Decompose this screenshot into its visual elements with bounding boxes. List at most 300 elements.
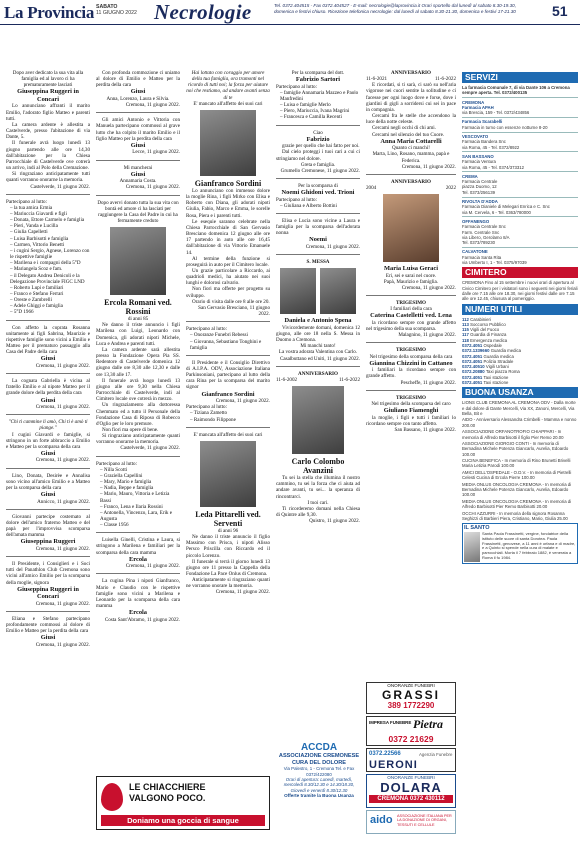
divider [462, 97, 578, 98]
divider [6, 414, 90, 415]
aido-text: ASSOCIAZIONE ITALIANA PER LA DONAZIONE DI ORGANI, TESSUTI E CELLULE [397, 814, 452, 827]
deceased-name: Giusi [40, 449, 56, 457]
obit-place-date: Cremona, 11 giugno 2022. [215, 398, 270, 405]
obit-place-date: Cremona, 11 giugno 2022. [125, 563, 180, 570]
condolence-entry: – Roberto Lupi e familiari [10, 284, 64, 291]
ad-name: DOLARA [380, 780, 442, 795]
header-date: SABATO 11 GIUGNO 2022 [96, 4, 137, 16]
obit-text: Il Presidente, i Consiglieri e i Soci tutti del Panathlon Club Cremona sono vicini all'amico Emilio per la scomparsa della moglie, signora [6, 561, 90, 586]
trigesimo-heading: TRIGESIMO [395, 394, 426, 401]
obit-place-date: Cremona, 11 giugno 2022. [35, 404, 90, 411]
obit-signature: La vostra adorata Valentina con Carlo. [278, 349, 358, 356]
phone-number: 0372.40510 [462, 364, 486, 370]
condolence-heading: Partecipano al lutto: [6, 198, 48, 205]
obit-text: Lino, Donata, Desirèe e Annalisa sono vicino all'amico Emilio e a Matteo per la scomparsa della cara [6, 472, 90, 491]
obit-text: i familiari la ricordano sempre con grande affetto. [366, 367, 456, 380]
obit-text: Mi manchi tanto! [300, 343, 336, 350]
pietra-ad[interactable] [366, 716, 456, 746]
condolence-entry: – Raimondo Filippone [190, 416, 236, 423]
pharmacy-entry [462, 174, 578, 195]
deceased-name: Ercola [129, 609, 147, 617]
condolence-entry: – Classe 1956 [100, 522, 129, 529]
divider [96, 532, 180, 533]
condolence-entry: – Donata, Ettore Carmelo e famiglia [10, 217, 85, 224]
deceased-name: Giusi [40, 634, 56, 642]
pharmacy-detail: Tel. 0373/789230 [462, 240, 495, 246]
anniversary-date-start: 2004 [366, 185, 377, 191]
obit-intro: Dopo aver dedicato la sua vita alla famiglia ed al lavoro ci ha prematuramente lasciati [12, 70, 84, 89]
deceased-name: Giusi [130, 141, 146, 149]
obit-signature: Greta e famiglia. [300, 161, 336, 168]
obit-text: Eliana e Stefano partecipano profondamente commossi al dolore di Emilio e Matteo per la perdita della cara [6, 615, 90, 635]
pharmacy-name: CREMA [462, 173, 478, 179]
deceased-name: Giusi [40, 396, 56, 404]
service-name: Taxi stazione [483, 380, 509, 386]
saint-text: Santa Paola Frassinetti, vergine, fondatrice della istituto delle suore di santa Dorotea. Paola Frassinetti, genovese, a 11 anni è orfana e di madre, e a Quinto si spende nella cura di malate e parrocchiali. Morta il 7 febbraio 1882, è venerata a Roma il fu 1984. [482, 531, 576, 561]
donation-entry: CUCINA BENEFICA - In memoria di Rino Brunetti Brivelli Maria Letizia Parodi 100.00 [462, 458, 571, 469]
condolence-entry: – Onoranze Funebri Rebessi [190, 332, 248, 339]
obit-intro: Nel trigesimo della scomparsa della cara [369, 353, 453, 360]
pharmacy-detail: via M. Cervela, 6 - Tel. 0363/780000 [462, 209, 531, 215]
condolence-entry: – Pieri, Vanda e Lucilla [10, 223, 58, 230]
obit-quote: Hai lottato con coraggio per amore della tua famiglia, ora tramonti nel ricordo di tutti noi; la forza per aiutare noi che restiamo, ad andare avanti senza di te [186, 70, 270, 101]
obit-text: la moglie, i figli e tutti i familiari lo ricordano sempre con tanto affetto. [366, 414, 456, 427]
deceased-name: Giannina Chizzini in Cattaneo [369, 359, 453, 367]
pharmacy-detail: Farmacia Centrale [462, 179, 498, 185]
divider [366, 174, 456, 175]
deceased-name: Giusi [40, 491, 56, 499]
ad-label: Agenzia Funebre [419, 752, 453, 757]
ad-name: UERONI [369, 759, 418, 771]
deceased-name: Noemi Ghidoni ved. Trioni [281, 189, 355, 197]
divider [186, 355, 270, 356]
obit-text: Il Presidente e il Consiglio Direttivo di A.I.P.A. ODV, Associazione Italiana Parkinsoniani, partecipano al lutto della cara Rina per la scomparsa del marito signor [186, 359, 270, 391]
obit-place-date: San Gervasio Bresciano, 11 giugno 2022. [198, 304, 270, 318]
condolence-heading: Partecipano al lutto: [186, 404, 228, 411]
obit-place-date: Cremona, 11 giugno 2022. [35, 457, 90, 464]
obit-place-date: Castelverde, 11 giugno 2022. [120, 445, 180, 452]
ad-phone: 0372 430112 [409, 796, 445, 802]
pharmacy-detail: Farmacia Ventura [462, 159, 496, 165]
couple-photos [276, 268, 360, 314]
anniversary-dates [276, 377, 360, 383]
ad-phone: 0372.22566 [369, 751, 401, 757]
on-duty-pharmacy: La farmacia Comunale 7, di via Dante 106 a Cremona sempre aperta. Tel. 0372/400135 [462, 85, 570, 96]
obit-quote: "Chi ti cammine li amò, Chi ti è amò ti piange." [8, 419, 88, 432]
service-name: Vigili Urbani [485, 364, 509, 370]
divider [462, 132, 578, 133]
condolence-entry: – famiglie Annamaria Mazzeo e Paolo Manfredini [280, 89, 359, 102]
trigesimo-heading: TRIGESIMO [395, 300, 426, 307]
pharmacy-name: Farmacia Scarabelli [462, 119, 503, 125]
blood-drop-icon [101, 783, 123, 811]
obit-place-date: Costa Sant'Abramo, 11 giugno 2022. [104, 616, 180, 623]
condolence-entry: – Giulia Capelletti [10, 229, 48, 236]
ad-name: GRASSI [381, 688, 440, 702]
obit-text: Cercami negli occhi di chi ami. [372, 125, 436, 132]
deceased-name: Caterina Castelletti ved. Lena [370, 312, 452, 320]
pharmacy-name: Farmacia APAH [462, 104, 494, 110]
obit-text: La cugina Pina i nipoti Gianfranco, Mario e Claudio con le rispettive famiglie sono vicini a Marilena e Leonardo per la scomparsa della cara mamma [96, 578, 180, 610]
dolara-ad[interactable] [366, 774, 456, 808]
anniversary-heading: ANNIVERSARIO [391, 178, 431, 185]
obit-intro: Ciao [313, 129, 323, 136]
pharmacy-entry [462, 119, 578, 130]
condolence-entry: – Graziella Capellini [100, 472, 143, 479]
obit-intro: Per la scomparsa del dott. [291, 70, 345, 76]
condolence-entry: – Giovanna, Sebastiano Tonghini e famiglia [190, 338, 262, 351]
condolence-entry: – Giuliana e Alberto Bottini [280, 202, 337, 209]
condolence-heading: Partecipano al lutto: [276, 83, 318, 90]
obit-place-date: Cremona, 11 giugno 2022. [305, 243, 360, 250]
obit-text: Un ringraziamento alla dottoressa Chemmato ed a tutto il Personale della Fondazione Casa di Riposo di Robecco d'Oglio per le loro premure. [96, 402, 180, 427]
phone-number: 0372.4051 [462, 342, 484, 348]
deceased-name: Leda Pittarelli ved. Serventi [195, 509, 261, 528]
page-number: 51 [552, 3, 568, 19]
deceased-name: Gianfranco Sordini [194, 178, 262, 188]
phone-number: 113 [462, 321, 471, 327]
anniversary-date-start: 11-6-2002 [276, 376, 298, 383]
condolence-entry: – Piero, Mariuccia, Ivana Magrini [280, 108, 350, 115]
obit-intro: Dopo avervi donato tutta la sua vita con bontà ed amore ci ha lasciati per raggiungere la Casa del Padre in cui ha fermamente creduto [97, 199, 179, 224]
obit-text: Ne danno il triste annuncio il figlio Massimo con Prisca, i nipoti Alisso Persco Priscilla con Riccardo ed il piccolo Lorenzo. [186, 534, 270, 559]
pharmacy-list [462, 105, 578, 265]
pharmacy-entry [462, 249, 578, 265]
donation-entry: AIDO - Anniversario Alessandra Crimbelli - Mamma e nonno 200.00 [462, 417, 577, 428]
obit-place-date: Grumello Cremonese, 11 giugno 2022. [280, 167, 360, 174]
obit-text: Si ringraziano anticipatamente tutti quanti vorranno onorarne la memoria. [6, 171, 90, 184]
column-3 [186, 70, 270, 596]
obit-place-date: Cremona, 11 giugno 2022. [35, 545, 90, 552]
obit-place-date: Annicco, 11 giugno 2022. [37, 498, 90, 505]
obit-place-date: Pescheffe, 11 giugno 2022. [400, 379, 456, 386]
divider [96, 160, 180, 161]
obit-text: Ne danno il triste annuncio i figli Marilena con Luigi, Leonardo con Domenica, gli adorati nipoti Michele, Luca e Andrea e parenti tutti. [96, 322, 180, 347]
obit-text: La cognata Gabriella è vicina al fratello Emilio e al nipote Matteo per il grande dolore della perdita della cara [6, 378, 90, 397]
services-header: SERVIZI [462, 72, 578, 83]
accda-hours: Orari di apertura: Lunedì, martedì, mercoledì 8.30/12.30 e 14.30/18.30, Giovedì e venerdì 8.30/12.30 [283, 777, 355, 793]
condolence-entry: – Mariuccia Giavardi e figli [10, 210, 67, 217]
aido-ad[interactable] [366, 810, 456, 834]
accda-ad[interactable] [276, 742, 362, 834]
divider [6, 556, 90, 557]
saint-box [462, 523, 578, 564]
pharmacy-entry [462, 199, 578, 215]
condolence-entry: – Mariangela Scoz e fam. [10, 266, 63, 273]
divider [186, 427, 270, 428]
deceased-name: Giuseppina Ruggeri in Concari [17, 585, 79, 601]
ad-label: ONORANZE FUNEBRI [387, 683, 435, 688]
condolence-entry: – Luisa e famiglie Merlo [280, 102, 331, 109]
obit-text: Anticipatamente si ringraziano quanti ne vorranno onorare la memoria. [186, 577, 270, 590]
service-name: Emergenza medica [470, 337, 508, 343]
service-name: Guardia medica [490, 348, 522, 354]
deceased-age: di anni 85 [127, 316, 149, 323]
condolence-heading: Partecipano al lutto: [276, 196, 318, 203]
obit-text: Lo annunciano affranti il marito Emilio, l'adorato figlio Matteo e parenti tutti. [6, 103, 90, 122]
condolence-entry: – Nilla Scotti [100, 466, 128, 473]
phone-number: 112 [462, 316, 471, 322]
city-label: CREMONA [462, 99, 485, 105]
condolence-entry: – il Delegato Andrea Denicoli e la Delegazione Provinciale FIGC LND [10, 272, 85, 285]
divider [462, 117, 578, 118]
condolence-entry: – Nadia, Beppe e famiglia [100, 485, 154, 492]
condolence-heading: Partecipano al lutto: [186, 326, 228, 333]
obit-signature: Papà, Maurizio e famiglia. [383, 278, 439, 285]
deceased-name: Anna Maria Cottarelli [380, 137, 442, 145]
divider [96, 573, 180, 574]
column-2 [96, 70, 180, 623]
phone-number: 0372.1339660 [462, 348, 491, 354]
obit-place-date: Cremona, 11 giugno 2022. [125, 102, 180, 109]
phone-number: 0372.4051 [462, 358, 484, 364]
obit-place-date: Cremona, 11 giugno 2022. [35, 362, 90, 369]
divider [276, 213, 360, 214]
divider [276, 178, 360, 179]
phone-number: 0372.4051 [462, 374, 484, 380]
obit-signature: I tuoi cari. [307, 499, 329, 506]
obit-signature: Anna, Lorenzo, Laura e Silvia. [106, 95, 170, 102]
deceased-name: Ercola [129, 555, 147, 563]
header-contact-info: Tel. 0372.404515 - Fax 0372.404527 - E-mail: necrologie@laprovincia.it Orari sportello dal lunedì al sabato 8.30-19.30, domenica e festivi chiuso. Ricezione telefonica necrologie: dal lunedì al sabato 8.30-21.30, domenica e festivi 17-21.30 [274, 3, 516, 14]
obit-text: Giovanni partecipe costernato al dolore dell'amico fraterno Matteo e del papà per l'improvvisa scomparsa dell'amata mamma [6, 513, 90, 539]
divider [276, 366, 360, 367]
obit-text: Il funerale avrà luogo lunedì 13 giugno alle ore 9,30 nella Chiesa Parrocchiale di Castelverde, indi al Cimitero locale ove cotrerà in mezzo. [96, 377, 180, 403]
deceased-age: di anni 96 [217, 527, 239, 534]
obit-intro: E' mancata all'affetto dei suoi cari [193, 431, 263, 438]
pharmacy-detail: Tel. 0373/256139 [462, 189, 495, 195]
ueroni-ad[interactable] [366, 748, 456, 772]
deceased-name: Noemi [309, 236, 327, 244]
divider [6, 509, 90, 510]
deceased-name: Giusi [130, 88, 146, 96]
pharmacy-detail: via Libero, Gerolamo 8/A [462, 234, 510, 240]
divider [6, 194, 90, 195]
condolence-entry: – Marilena e i compagni della 5°D [10, 260, 81, 267]
obit-text: Si ringraziano anticipatamente quanti vorranno onorarne la memoria. [96, 433, 180, 446]
phone-number: 117 [462, 332, 471, 338]
pharmacy-name: OFFANENGO [462, 218, 490, 224]
service-name: Vigili del Fuoco [470, 327, 500, 333]
service-name: Soccorso Pubblico [470, 321, 506, 327]
pharmacy-detail: Farmacia Dianiele di Melegari Enrica e C. Snc [462, 204, 550, 210]
accda-note: Offerte tramite la Buona Usanza [284, 793, 354, 799]
pharmacy-detail: Farmacia Centrale Snc [462, 224, 506, 230]
ad-title: LE CHIACCHIERE [129, 782, 206, 792]
anniversary-date-end: 11-6-2022 [338, 376, 360, 383]
accda-logo-text: ACCDA [300, 742, 338, 753]
obit-text: Il funerale avrà luogo lunedì 13 giugno partendo alle ore 14,30 dall'abitazione per la Chiesa Parrocchiale di Castelverde ove cotrerà un arrivo, indi al Polo della Cremazione. [6, 140, 90, 172]
pharmacy-name: VESCOVATO [462, 134, 489, 140]
divider [96, 112, 180, 113]
condolence-entry: – Oreste e Zambrelli [10, 297, 53, 304]
deceased-photo [200, 110, 256, 176]
ad-city: CREMONA [377, 796, 409, 802]
useful-numbers-header: NUMERI UTILI [462, 304, 578, 315]
obit-text: La camera ardente è allestita a Castelverde, presso l'abitazione di via Dante, 5. [6, 121, 90, 141]
obit-text: Tu sei la stella che illumina il nostro cammino, tu sei la forza che ci aiuta ad andare avanti, tu sei... la speranza di rincontrarci. [276, 475, 360, 500]
donations-list [462, 400, 578, 521]
condolence-entry: – Francesca e Camilla Recenti [280, 114, 342, 121]
donation-entry: LIONS CLUB CREMONA AL CREMONA ODV - Dalla morte e dal dolore di Dante Mercelli, Via XX, Zanoni, Mercelli, Via Bella, Bit e [462, 400, 576, 416]
deceased-photo [200, 441, 256, 507]
deceased-name: Gianfranco Sordini [201, 390, 255, 398]
divider [366, 342, 456, 343]
obit-place-date: Malagnino, 11 giugno 2022. [398, 332, 456, 339]
divider [6, 373, 90, 374]
divider [96, 195, 180, 196]
condolence-entry: – Franco e Stefano Ferrari [10, 291, 64, 297]
divider [366, 295, 456, 296]
obit-place-date: Cremona, 11 giugno 2022. [125, 184, 180, 191]
service-name: Ospedale [483, 342, 502, 348]
cemetery-header: CIMITERO [462, 267, 578, 278]
pharmacy-entry [462, 219, 578, 245]
deceased-name: Giusi [130, 170, 146, 178]
deceased-photo [320, 268, 356, 314]
pharmacy-detail: Farmacia Santa Rita [462, 254, 502, 260]
obit-text: Elisa e Lucia sono vicine a Laura e famiglia per la scomparsa dell'adorata nonna [276, 218, 360, 237]
divider [96, 456, 180, 457]
useful-numbers-list [462, 317, 578, 386]
obit-text: Le esequie saranno celebrate nella Chiesa Parrocchiale di San Gervasio Bresciano domenica 12 giugno alle ore 17 partendo in auto alle ore 16,45 dall'abitazione di via Vittorio Emanuele 14. [186, 218, 270, 256]
condolence-entry: – la tua amica Ermia [10, 204, 53, 211]
pharmacy-name: RIVOLTA D'ADDA [462, 199, 498, 205]
pharmacy-detail: Farmacia Bandera Snc [462, 139, 506, 145]
deceased-name: Ercola Romani ved. Rossini [104, 298, 172, 317]
obit-text: Il funerale si terrà il giorno lunedì 13 giugno ore 11 presso la Cappella della Fondazione La Pace Onlus di Cremona. [186, 558, 270, 577]
obit-text: Vivicordemente domani, domenica 12 giugno, alle ore 18 nella S. Messa in Duomo a Cremona. [276, 324, 360, 344]
deceased-name: Fabrizio Sartori [295, 76, 341, 84]
obit-place-date: Lecce, 11 giugno 2022. [132, 149, 180, 156]
pharmacy-detail: Farm. Centrale Snc [462, 229, 500, 235]
donation-entry: ASSOCIAZIONE GIORGIO CONTI - In memoria di Bernadina Michele Potenza Giancarlo, Aurelia, Edoardo 100.00 [462, 441, 569, 457]
deceased-name: Giusi [40, 355, 56, 363]
obit-text: Dal cielo proteggi i tuoi cari a cui ci stringiamo nel dolore. [276, 149, 360, 162]
useful-number-row [462, 380, 578, 385]
condolence-heading: Partecipano al lutto: [96, 460, 138, 467]
good-usage-header: BUONA USANZA [462, 387, 578, 398]
accda-address: Via Palestro, 1 - Cremona Tel. e Fax 0372/422080 [283, 766, 355, 777]
donation-entry: AMICI DELL'OSPEDALE - O.D.V. - In memoria di Pietrelli Celesti Cucina di Ercola Pierre 100.00 [462, 469, 572, 481]
obit-text: Al termine della funzione si proseguirà in auto per il Cimitero locale. [186, 255, 270, 268]
condolence-entry: – Carmen, Vittorio Benetti [10, 241, 65, 248]
anniversary-heading: ANNIVERSARIO [298, 370, 338, 377]
obit-signature: Marta, Lino, Rosano, mamma, papà e Federica. [372, 151, 450, 164]
obit-place-date: Cremona, 11 giugno 2022. [215, 589, 270, 596]
obit-text: Cercami fra le stelle che accendono la luce della notte celeste. [366, 113, 456, 126]
anniversary-date-end: 11-6-2022 [434, 76, 456, 83]
deceased-photo [110, 227, 166, 295]
divider [366, 390, 456, 391]
obit-text: Eri, sei e sarai nel cuore. [385, 272, 437, 279]
anniversary-date-end: 2022 [445, 185, 456, 191]
service-name: Taxi piazza Roma [485, 369, 520, 375]
obit-text: La camera ardente sarà allestita presso la Fondazione Opera Pia SS. Redentore di Castelverde domenica 12 giugno dalle ore 8,30 alle 12,30 e dalle ore 13,30 alle 17. [96, 346, 180, 378]
pharmacy-entry [462, 105, 578, 116]
mass-heading: S. MESSA [306, 259, 330, 266]
condolence-entry: – Adele Ghiggi e famiglia [10, 303, 63, 310]
ad-slogan: Doniamo una goccia di sangue [101, 815, 265, 826]
obit-place-date: Cremona, 11 giugno 2022. [401, 163, 456, 170]
pharmacy-detail: via Umberto I, 1 - Tel. 0375/97039 [462, 260, 527, 266]
obit-place-date: San Bassano, 11 giugno 2022. [394, 426, 456, 433]
obit-text: Cercami nel silenzio del tuo Cuore. [372, 131, 445, 138]
anniversary-date-start: 11-6-2021 [366, 76, 388, 83]
obit-text: Mi mancherai [123, 164, 153, 171]
divider [462, 197, 578, 198]
pharmacy-name: CALVATONE [462, 249, 488, 255]
obit-text: I cugini Giavardi e famiglie, si stringono in un forte abbraccio a Emilio e Matteo per la scomparsa della cara [6, 431, 90, 450]
obit-text: E ricordati, si ti sarà, ci sarò su nell'aria vigorose nei cuori sentite la solitudine e ci facesse per ogni luogo dove e forse, dove i giardini di gigli a sorridersi cui sei in pace in compagnia. [366, 82, 456, 113]
condolence-entry: – Antonella, Vincenzo, Lara, Erik e Augusta [100, 509, 173, 522]
divider [186, 321, 270, 322]
obit-intro: Per la scomparsa di [298, 183, 338, 190]
obit-text: Gli amici Antonio e Vittoria con Manuela partecipano commossi al grave lutto che ha colpito il marito Emilio e il figlio Matteo per la perdita della cara [96, 117, 180, 142]
cemetery-hours: CREMONA Fino al 15 settembre i nuovi orari di apertura al Civico Cimitero per i visitatori sono i seguenti nei giorni feriali dalle ore 7.15 alle ore 18.30, nei giorni festivi dalle ore 7.15 alle ore 12.45, chiusura al pomeriggio. [462, 280, 578, 302]
obit-text: grazie per quello che hai fatto per noi. [282, 143, 360, 150]
divider [6, 320, 90, 321]
pharmacy-detail: piazza Duomo, 12 [462, 184, 497, 190]
divider [462, 151, 578, 152]
obit-text: Ti ricorderemo domani nella Chiesa di Quintre alle 9,30. [276, 505, 360, 518]
trigesimo-heading: TRIGESIMO [395, 347, 426, 354]
obit-place-date: Cremona, 11 giugno 2022. [401, 284, 456, 291]
obit-place-date: Quistro, 11 giugno 2022. [309, 518, 360, 525]
condolence-entry: – Franco, Lena e Ilaria Rossini [100, 503, 163, 510]
ad-label: IMPRESA FUNEBRE [369, 720, 412, 725]
obit-text: Con profonda commozione ci uniamo al dolore di Emilio e Matteo per la perdita della cara [96, 70, 180, 89]
obit-intro: I familiari della cara [390, 306, 432, 313]
divider [462, 171, 578, 172]
ad-phone: 0372 21629 [388, 734, 434, 744]
obit-place-date: Casalbuttano ed Uniti, 11 giugno 2022. [279, 355, 360, 362]
condolence-entry: – Luisa Barbisotti e famiglia [10, 235, 69, 242]
obit-signature: Annamaria Costa. [119, 178, 157, 185]
deceased-name: Maria Luisa Geraci [384, 265, 438, 273]
pharmacy-detail: Farmacia in turno con essenze notturne 8-20 [462, 124, 548, 130]
divider [6, 611, 90, 612]
service-name: Guardia medica [483, 353, 514, 359]
aido-logo: aido [370, 814, 393, 826]
donation-entry: OCCHI AZZURRI - In memoria della signora Rosanna Seghizzi di Barbieri Piera, Cristiano, Mario, Giulia 25.00 [462, 510, 568, 521]
phone-number: 118 [462, 337, 471, 343]
service-name: Polizia Stradale [483, 358, 514, 364]
anniversary-heading: ANNIVERSARIO [391, 70, 431, 76]
obit-intro: Nel trigesimo della scomparsa del caro [371, 400, 451, 407]
service-name: Carabinieri [470, 316, 491, 322]
divider [276, 125, 360, 126]
blood-donation-ad[interactable] [96, 776, 270, 830]
obit-text: Non fiori ma offerte per progetto su sviluppo. [186, 286, 270, 299]
divider [6, 468, 90, 469]
deceased-photo [292, 386, 344, 454]
pharmacy-detail: via Roma, 45 - Tel. 0374/373312 [462, 164, 525, 170]
deceased-name: Giuseppina Ruggeri [20, 538, 76, 546]
section-title: Necrologie [154, 0, 252, 24]
ad-subtitle: VALGONO POCO. [129, 793, 206, 803]
divider [276, 254, 360, 255]
obit-text: Orario di visita dalle ore 8 alle ore 20. [192, 298, 270, 305]
services-sidebar [462, 72, 578, 564]
phone-number: 115 [462, 327, 471, 333]
donation-entry: ASSOCIAZIONE ORFANOTROFIO CHIAPPARI - In memoria di Alfredo Barbisotti il figlio Pier Remo 20.00 [462, 429, 564, 440]
saint-image [464, 532, 480, 562]
obit-text: Un grazie particolare a Riccardo, ai quadrioli medici, ha aiutato nei suoi lunghi e dolorosi calvario. [186, 267, 270, 287]
condolence-entry: – Mary, Mario e famiglia [100, 479, 152, 486]
obit-text: Quanto ci manchi! [392, 145, 430, 152]
grassi-ad[interactable] [366, 682, 456, 714]
